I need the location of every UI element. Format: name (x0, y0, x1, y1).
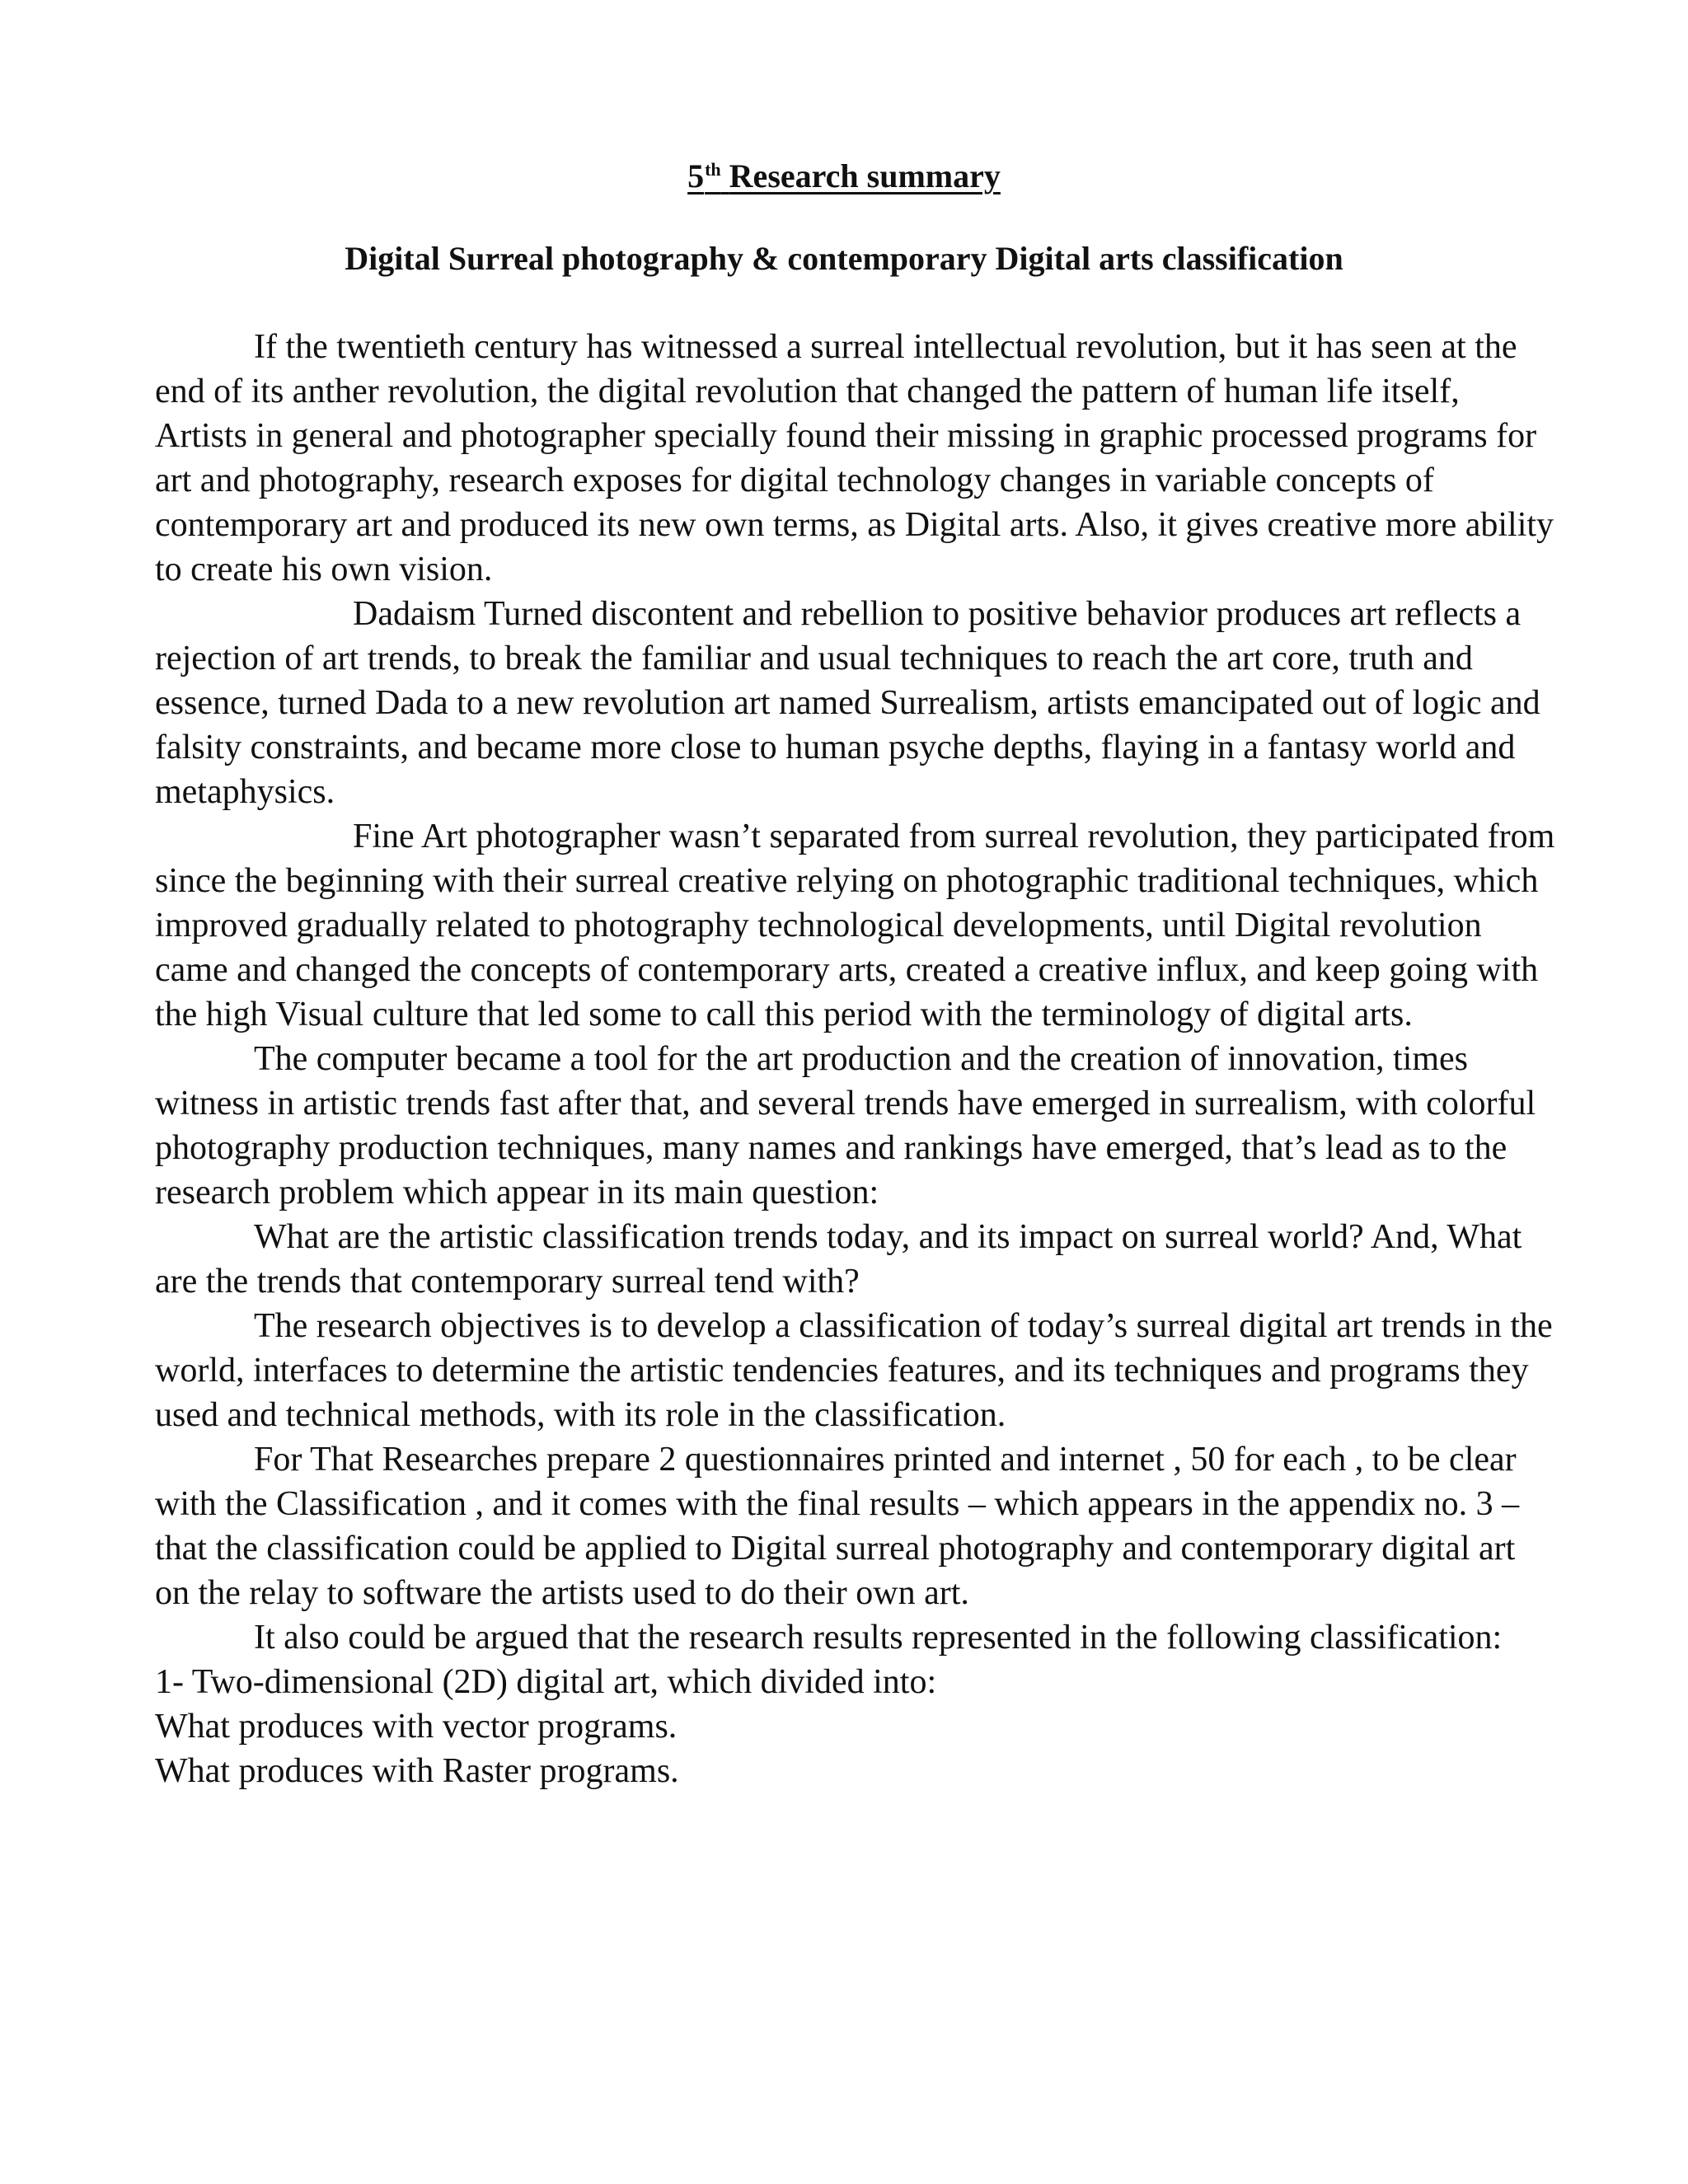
paragraph-dadaism: Dadaism Turned discontent and rebellion to positive behavior produces art reflects a rejection of art trends, to break the familiar and usual techniques to reach the art core, truth and essence, turned Dada to a new revolution art named Surrealism, artists emancipated out of logic and falsity constraints, and became more close to human psyche depths, flaying in a fantasy world and metaphysics. (155, 595, 1540, 811)
title-number: 5 (687, 157, 705, 194)
title-text: Research summary (729, 157, 1001, 194)
list-item-raster: What produces with Raster programs. (155, 1752, 679, 1790)
paragraph-fine-art-photographer: Fine Art photographer wasn’t separated from surreal revolution, they participated from since the beginning with their surreal creative relying on photographic traditional techniques, which improved gradually related to photography technological developments, until Digital revolution came and changed the concepts of contemporary arts, created a creative influx, and keep going with the high Visual culture that led some to call this period with the terminology of digital arts. (155, 818, 1555, 1033)
document-title (0, 157, 1688, 196)
paragraph-intro: If the twentieth century has witnessed a surreal intellectual revolution, but it has seen at the end of its anther revolution, the digital revolution that changed the pattern of human life itself, Artists in general and photographer specially found their missing in graphic processed programs for art and photography, research exposes for digital technology changes in variable concepts of contemporary art and produced its new own terms, as Digital arts. Also, it gives creative more ability to create his own vision. (155, 328, 1554, 588)
title-ordinal-suffix: th (705, 159, 721, 180)
paragraph-questionnaires: For That Researches prepare 2 questionnaires printed and internet , 50 for each , to be clear with the Classification , and it comes with the final results – which appears in the appendix no. 3 – that the classification could be applied to Digital surreal photography and contemporary digital art on the relay to software the artists used to do their own art. (155, 1441, 1520, 1612)
list-item-2d-art: 1- Two-dimensional (2D) digital art, which divided into: (155, 1663, 937, 1701)
paragraph-computer-tool: The computer became a tool for the art production and the creation of innovation, times witness in artistic trends fast after that, and several trends have emerged in surrealism, with colorful photography production techniques, many names and rankings have emerged, that’s lead as to the research problem which appear in its main question: (155, 1040, 1536, 1212)
paragraph-research-objectives: The research objectives is to develop a classification of today’s surreal digital art trends in the world, interfaces to determine the artistic tendencies features, and its techniques and programs they used and technical methods, with its role in the classification. (155, 1307, 1553, 1434)
paragraph-research-question: What are the artistic classification trends today, and its impact on surreal world? And, What are the trends that contemporary surreal tend with? (155, 1218, 1522, 1301)
document-subtitle: Digital Surreal photography & contemporary Digital arts classification (345, 240, 1343, 277)
paragraph-results-intro: It also could be argued that the research results represented in the following classification: (254, 1619, 1503, 1657)
document-body (155, 325, 1556, 1793)
list-item-vector: What produces with vector programs. (155, 1708, 678, 1746)
